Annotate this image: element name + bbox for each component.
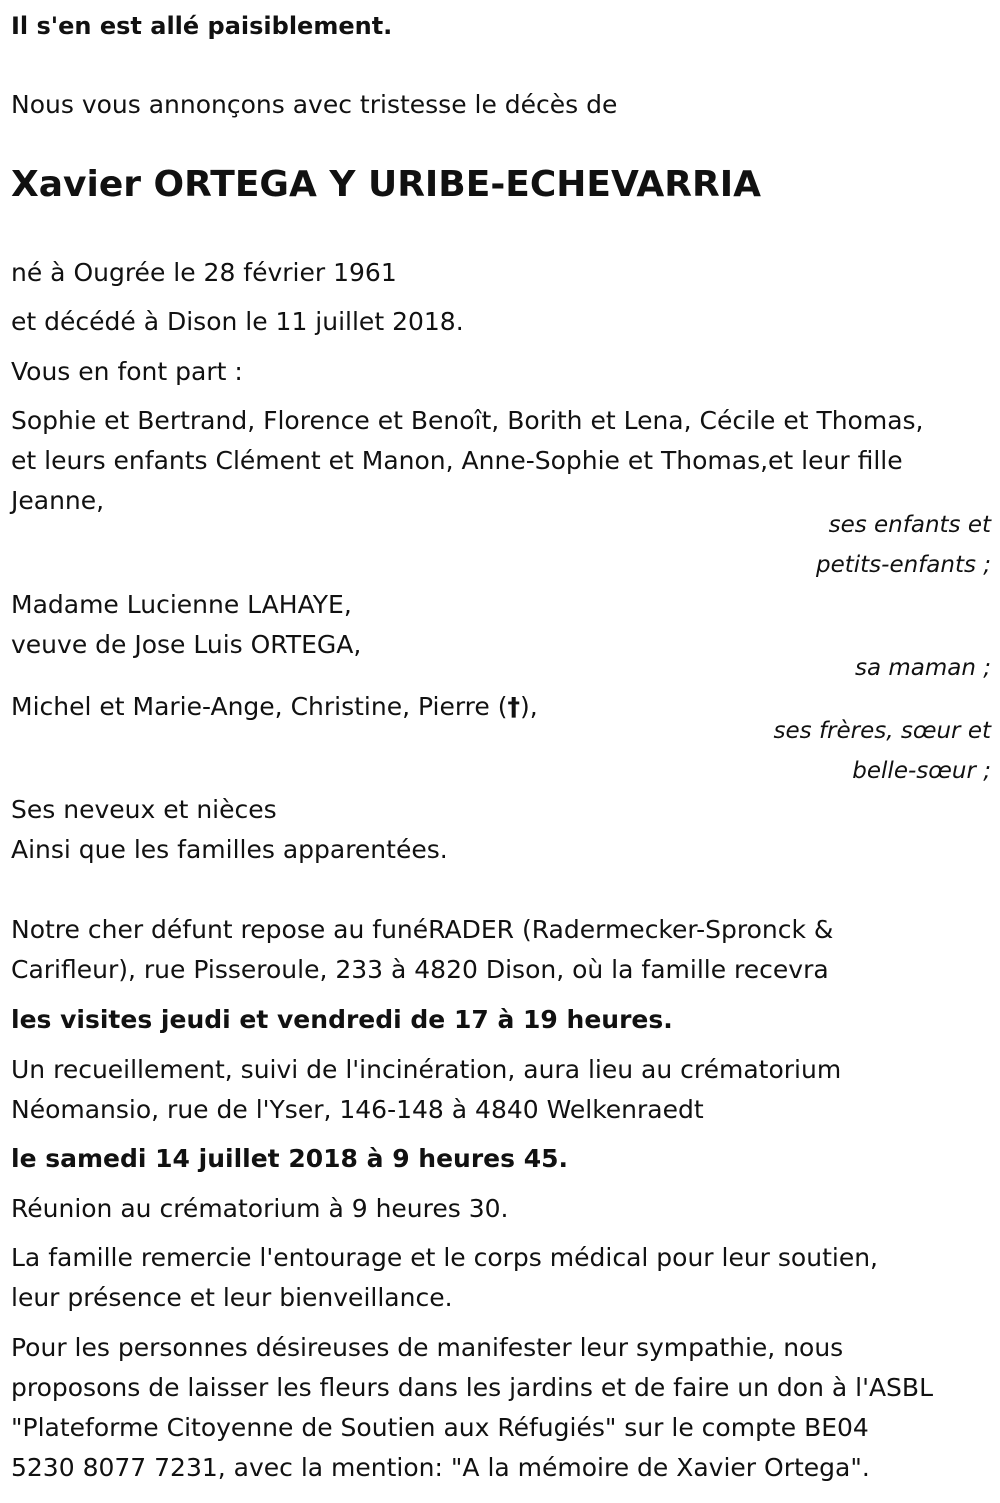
ceremony-line: Néomansio, rue de l'Yser, 146-148 à 4840 Welkenraedt — [11, 1095, 704, 1124]
visits-text: les visites jeudi et vendredi de 17 à 19 heures. — [11, 1005, 673, 1034]
mother-role: sa maman ; — [854, 655, 991, 681]
mother-line: Madame Lucienne LAHAYE, — [11, 590, 352, 619]
children-block — [11, 401, 991, 521]
death-text: et décédé à Dison le 11 juillet 2018. — [11, 307, 464, 336]
thanks-block — [11, 1238, 991, 1318]
birth-text: né à Ougrée le 28 février 1961 — [11, 258, 397, 287]
role-line: belle-sœur ; — [852, 758, 991, 784]
children-role — [11, 505, 991, 585]
meeting-text: Réunion au crématorium à 9 heures 30. — [11, 1194, 509, 1223]
nephews-text: Ses neveux et nièces — [11, 795, 277, 824]
children-line: Jeanne, — [11, 486, 105, 515]
ceremony-line: Un recueillement, suivi de l'incinération, aura lieu au crématorium — [11, 1055, 842, 1084]
role-line: ses frères, sœur et — [773, 718, 991, 744]
ceremony-block — [11, 1050, 991, 1130]
children-line: et leurs enfants Clément et Manon, Anne-Sophie et Thomas,et leur fille — [11, 446, 903, 475]
donation-line: "Plateforme Citoyenne de Soutien aux Réfugiés" sur le compte BE04 — [11, 1413, 869, 1442]
donation-line: 5230 8077 7231, avec la mention: "A la mémoire de Xavier Ortega". — [11, 1453, 870, 1482]
extended-family — [11, 790, 991, 870]
ceremony-date: le samedi 14 juillet 2018 à 9 heures 45. — [11, 1144, 568, 1173]
rest-block — [11, 910, 991, 990]
siblings-role — [11, 711, 991, 791]
rest-line: Notre cher défunt repose au funéRADER (Radermecker-Spronck & — [11, 915, 834, 944]
siblings-text-end: ), — [519, 692, 538, 721]
role-line: ses enfants et — [828, 512, 991, 538]
rest-line: Carifleur), rue Pisseroule, 233 à 4820 Dison, où la famille recevra — [11, 955, 829, 984]
cross-icon: † — [507, 692, 520, 721]
donation-block — [11, 1328, 991, 1488]
thanks-line: leur présence et leur bienveillance. — [11, 1283, 453, 1312]
announce-text: Nous vous annonçons avec tristesse le décès de — [11, 90, 618, 119]
siblings-text-start: Michel et Marie-Ange, Christine, Pierre ( — [11, 692, 508, 721]
intro-text: Il s'en est allé paisiblement. — [11, 12, 393, 40]
notice-text: Vous en font part : — [11, 357, 243, 386]
deceased-name: Xavier ORTEGA Y URIBE-ECHEVARRIA — [11, 164, 761, 205]
donation-line: Pour les personnes désireuses de manifester leur sympathie, nous — [11, 1333, 844, 1362]
families-text: Ainsi que les familles apparentées. — [11, 835, 448, 864]
mother-line: veuve de Jose Luis ORTEGA, — [11, 630, 362, 659]
thanks-line: La famille remercie l'entourage et le corps médical pour leur soutien, — [11, 1243, 878, 1272]
role-line: petits-enfants ; — [815, 552, 991, 578]
donation-line: proposons de laisser les fleurs dans les jardins et de faire un don à l'ASBL — [11, 1373, 933, 1402]
children-line: Sophie et Bertrand, Florence et Benoît, Borith et Lena, Cécile et Thomas, — [11, 406, 924, 435]
